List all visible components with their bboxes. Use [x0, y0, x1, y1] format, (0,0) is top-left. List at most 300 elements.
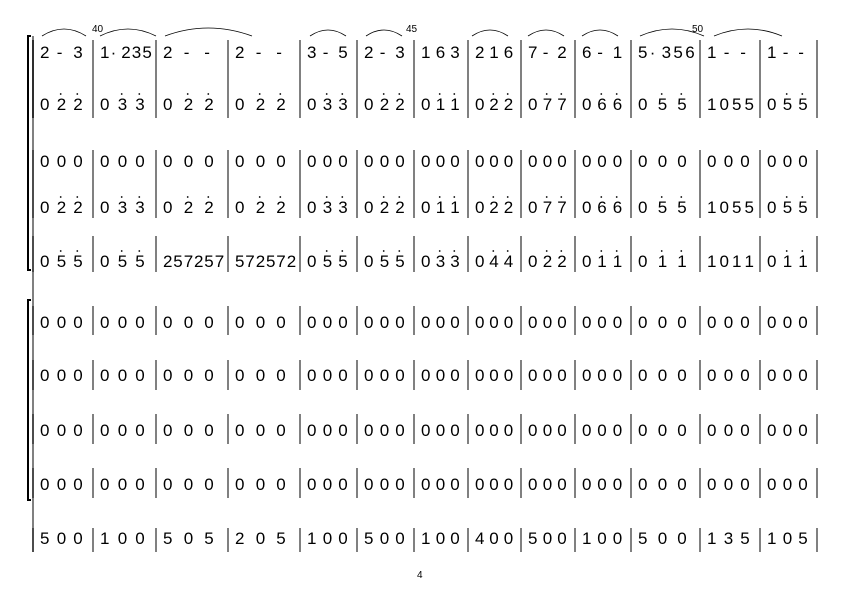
accompaniment-2-note: 5 — [732, 198, 742, 217]
rest-staff-3-note: 0 — [100, 421, 110, 440]
accompaniment-2-note: 2 — [204, 198, 214, 217]
rest-staff-4-note: 0 — [100, 475, 110, 494]
melody-note: - — [255, 43, 262, 62]
accompaniment-3-note: 2 — [163, 252, 173, 271]
staff-layer — [33, 40, 817, 552]
accompaniment-1-note: 3 — [322, 95, 333, 114]
rest-staff-3-note: 0 — [597, 421, 607, 440]
rest-staff-4-note: 0 — [740, 475, 750, 494]
melody-note: 3 — [450, 43, 460, 62]
rest-staff-1-note: 0 — [450, 313, 460, 332]
octave-dot — [398, 196, 400, 198]
rest-staff-4-note: 0 — [204, 475, 214, 494]
octave-dot — [383, 196, 385, 198]
rest-staff-4-note: 0 — [723, 475, 734, 494]
rest-staff-2-note: 0 — [255, 366, 266, 385]
octave-dot — [801, 250, 803, 252]
rest-staff-2-note: 0 — [528, 366, 538, 385]
accompaniment-1-note: 3 — [135, 95, 145, 114]
rest-staff-2-note: 0 — [163, 366, 173, 385]
melody-note: 2 — [557, 43, 567, 62]
rest-staff-1-note: 0 — [657, 313, 668, 332]
melody-note: · — [110, 43, 117, 62]
rest-staff-2-note: 0 — [183, 366, 194, 385]
rest-staff-3-note: 0 — [638, 421, 648, 440]
accompaniment-2-note: 2 — [56, 198, 67, 217]
accompaniment-2-rest: 0 — [163, 152, 173, 171]
rest-staff-2-note: 0 — [338, 366, 348, 385]
melody-note: 5 — [142, 43, 152, 62]
accompaniment-3-note: 5 — [56, 252, 67, 271]
accompaniment-1-note: 2 — [56, 95, 67, 114]
phrase-slur — [42, 29, 86, 36]
accompaniment-2-note: 3 — [117, 198, 128, 217]
melody-note: 1 — [489, 43, 499, 62]
rest-staff-3-note: 0 — [117, 421, 128, 440]
accompaniment-2-rest: 0 — [657, 152, 668, 171]
accompaniment-2-note: 2 — [489, 198, 499, 217]
octave-dot — [76, 196, 78, 198]
octave-dot — [326, 196, 328, 198]
octave-dot — [439, 93, 441, 95]
accompaniment-2-rest: 0 — [723, 152, 734, 171]
rest-staff-4-note: 0 — [395, 475, 405, 494]
phrase-slur — [165, 28, 252, 36]
rest-staff-3-note: 0 — [542, 421, 553, 440]
rest-staff-2-note: 0 — [364, 366, 374, 385]
rest-staff-1-note: 0 — [435, 313, 446, 332]
accompaniment-3-note: 0 — [421, 252, 431, 271]
melody-note: 3 — [307, 43, 317, 62]
octave-dot — [616, 196, 618, 198]
page-number: 4 — [417, 570, 423, 581]
melody-note: - — [798, 43, 804, 62]
melody-note: 1 — [100, 43, 110, 62]
rest-staff-4-note: 0 — [450, 475, 460, 494]
melody-note: 1 — [421, 43, 431, 62]
rest-staff-1-note: 0 — [379, 313, 390, 332]
rest-staff-4-note: 0 — [557, 475, 567, 494]
rest-staff-1-note: 0 — [503, 313, 514, 332]
accompaniment-1-note: 3 — [117, 95, 128, 114]
melody-note: 6 — [685, 43, 695, 62]
rest-staff-3-note: 0 — [435, 421, 446, 440]
rest-staff-1-note: 0 — [364, 313, 374, 332]
octave-dot — [616, 93, 618, 95]
bass-note: 0 — [503, 529, 514, 548]
rest-staff-3-note: 0 — [307, 421, 317, 440]
accompaniment-2-note: 0 — [582, 198, 592, 217]
accompaniment-1-note: 5 — [657, 95, 668, 114]
octave-dot — [60, 196, 62, 198]
octave-dot — [138, 250, 140, 252]
accompaniment-1-note: 0 — [475, 95, 485, 114]
accompaniment-2-rest: 0 — [489, 152, 499, 171]
bass-note: 0 — [657, 529, 668, 548]
bass-note: 0 — [255, 529, 266, 548]
melody-note: · — [649, 43, 656, 62]
rest-staff-2-note: 0 — [100, 366, 110, 385]
phrase-slur — [472, 30, 508, 36]
rest-staff-4-note: 0 — [322, 475, 333, 494]
rest-staff-3-note: 0 — [163, 421, 173, 440]
accompaniment-2-note: 3 — [322, 198, 333, 217]
rest-staff-3-note: 0 — [707, 421, 717, 440]
octave-dot — [207, 196, 209, 198]
accompaniment-2-note: 0 — [475, 198, 485, 217]
accompaniment-2-note: 7 — [542, 198, 553, 217]
octave-dot — [60, 93, 62, 95]
system-bracket-bottom — [28, 300, 31, 500]
accompaniment-1-note: 1 — [707, 95, 717, 114]
accompaniment-2-note: 5 — [782, 198, 793, 217]
accompaniment-2-note: 0 — [421, 198, 431, 217]
melody-note: - — [322, 43, 329, 62]
accompaniment-2-note: 0 — [528, 198, 538, 217]
bass-note: 0 — [135, 529, 145, 548]
accompaniment-1-note: 0 — [719, 95, 729, 114]
rest-staff-2-note: 0 — [435, 366, 446, 385]
melody-note: 6 — [435, 43, 446, 62]
accompaniment-2-rest: 0 — [338, 152, 348, 171]
octave-dot — [680, 196, 682, 198]
octave-dot — [326, 250, 328, 252]
melody-note: 3 — [131, 43, 142, 62]
octave-dot — [786, 93, 788, 95]
bass-note: 0 — [677, 529, 687, 548]
accompaniment-1-note: 0 — [100, 95, 110, 114]
accompaniment-3-note: 0 — [528, 252, 538, 271]
rest-staff-3-note: 0 — [557, 421, 567, 440]
melody-note: - — [597, 43, 603, 62]
rest-staff-4-note: 0 — [657, 475, 668, 494]
rest-staff-2-note: 0 — [475, 366, 485, 385]
rest-staff-2-note: 0 — [740, 366, 750, 385]
octave-dot — [439, 250, 441, 252]
accompaniment-2-rest: 0 — [395, 152, 405, 171]
accompaniment-1-note: 5 — [782, 95, 793, 114]
melody-note: 3 — [395, 43, 405, 62]
accompaniment-1-note: 0 — [767, 95, 777, 114]
rest-staff-2-note: 0 — [117, 366, 128, 385]
octave-dot — [398, 250, 400, 252]
rest-staff-2-note: 0 — [503, 366, 514, 385]
melody-note: 1 — [612, 43, 623, 62]
octave-dot — [492, 250, 494, 252]
octave-dot — [138, 93, 140, 95]
bass-note: 0 — [557, 529, 567, 548]
bass-note: 5 — [528, 529, 538, 548]
accompaniment-2-rest: 0 — [475, 152, 485, 171]
rest-staff-1-note: 0 — [767, 313, 777, 332]
rest-staff-2-note: 0 — [557, 366, 567, 385]
phrase-slur — [714, 29, 782, 36]
bass-note: 1 — [707, 529, 717, 548]
bass-note: 5 — [163, 529, 173, 548]
rest-staff-1-note: 0 — [163, 313, 173, 332]
bass-note: 1 — [100, 529, 110, 548]
melody-note: 2 — [364, 43, 374, 62]
rest-staff-4-note: 0 — [612, 475, 623, 494]
octave-dot — [279, 93, 281, 95]
octave-dot — [546, 93, 548, 95]
bass-note: 0 — [489, 529, 499, 548]
accompaniment-3-note: 0 — [100, 252, 110, 271]
accompaniment-2-rest: 0 — [503, 152, 514, 171]
accompaniment-3-note: 3 — [450, 252, 460, 271]
accompaniment-1-note: 5 — [798, 95, 808, 114]
octave-dot — [560, 93, 562, 95]
accompaniment-3-note: 2 — [194, 252, 204, 271]
rest-staff-1-note: 0 — [475, 313, 485, 332]
accompaniment-1-note: 0 — [364, 95, 374, 114]
rest-staff-3-note: 0 — [235, 421, 245, 440]
rest-staff-3-note: 0 — [723, 421, 734, 440]
rest-staff-1-note: 0 — [307, 313, 317, 332]
octave-dot — [453, 250, 455, 252]
bass-note: 0 — [117, 529, 128, 548]
accompaniment-3-note: 2 — [542, 252, 553, 271]
rest-staff-4-note: 0 — [235, 475, 245, 494]
bass-note: 1 — [582, 529, 592, 548]
accompaniment-2-rest: 0 — [379, 152, 390, 171]
accompaniment-3-note: 0 — [40, 252, 50, 271]
phrase-slur — [100, 29, 156, 36]
octave-dot — [546, 196, 548, 198]
phrase-slur — [366, 30, 402, 36]
rest-staff-2-note: 0 — [723, 366, 734, 385]
bass-note: 3 — [723, 529, 734, 548]
accompaniment-1-note: 0 — [235, 95, 245, 114]
rest-staff-4-note: 0 — [782, 475, 793, 494]
accompaniment-3-note: 7 — [183, 252, 194, 271]
accompaniment-3-note: 1 — [707, 252, 717, 271]
melody-note: 2 — [121, 43, 131, 62]
phrase-slur — [528, 30, 564, 36]
rest-staff-3-note: 0 — [379, 421, 390, 440]
accompaniment-2-rest: 0 — [276, 152, 286, 171]
accompaniment-1-note: 5 — [744, 95, 754, 114]
rest-staff-2-note: 0 — [204, 366, 214, 385]
phrase-slur — [310, 30, 346, 36]
accompaniment-1-note: 2 — [204, 95, 214, 114]
accompaniment-2-note: 3 — [135, 198, 145, 217]
rest-staff-4-note: 0 — [73, 475, 83, 494]
measure-number-45: 45 — [406, 24, 418, 35]
accompaniment-3-note: 5 — [73, 252, 83, 271]
rest-staff-4-note: 0 — [638, 475, 648, 494]
accompaniment-2-note: 0 — [40, 198, 50, 217]
system-bracket-top — [28, 36, 31, 270]
accompaniment-3-note: 2 — [286, 252, 297, 271]
rest-staff-1-note: 0 — [528, 313, 538, 332]
rest-staff-2-note: 0 — [767, 366, 777, 385]
rest-staff-3-note: 0 — [612, 421, 623, 440]
octave-dot — [121, 250, 123, 252]
accompaniment-3-note: 0 — [638, 252, 648, 271]
rest-staff-4-note: 0 — [117, 475, 128, 494]
rest-staff-2-note: 0 — [421, 366, 431, 385]
accompaniment-2-note: 5 — [677, 198, 687, 217]
accompaniment-3-note: 7 — [276, 252, 286, 271]
accompaniment-2-note: 2 — [503, 198, 514, 217]
melody-note: - — [276, 43, 282, 62]
accompaniment-2-note: 0 — [163, 198, 173, 217]
accompaniment-3-note: 5 — [322, 252, 333, 271]
rest-staff-3-note: 0 — [528, 421, 538, 440]
accompaniment-2-rest: 0 — [117, 152, 128, 171]
rest-staff-3-note: 0 — [798, 421, 808, 440]
accompaniment-2-rest: 0 — [767, 152, 777, 171]
octave-dot — [507, 196, 509, 198]
accompaniment-2-note: 0 — [100, 198, 110, 217]
melody-note: - — [183, 43, 190, 62]
accompaniment-1-note: 7 — [557, 95, 567, 114]
accompaniment-2-rest: 0 — [782, 152, 793, 171]
accompaniment-2-note: 0 — [719, 198, 729, 217]
rest-staff-3-note: 0 — [183, 421, 194, 440]
octave-dot — [492, 93, 494, 95]
melody-note: 2 — [475, 43, 485, 62]
accompaniment-1-note: 2 — [183, 95, 194, 114]
accompaniment-3-note: 0 — [719, 252, 729, 271]
accompaniment-2-rest: 0 — [677, 152, 687, 171]
octave-dot — [546, 250, 548, 252]
measure-number-50: 50 — [692, 24, 704, 35]
accompaniment-3-note: 1 — [612, 252, 623, 271]
octave-dot — [786, 196, 788, 198]
accompaniment-2-note: 0 — [235, 198, 245, 217]
octave-dot — [187, 93, 189, 95]
accompaniment-3-note: 0 — [364, 252, 374, 271]
accompaniment-2-rest: 0 — [235, 152, 245, 171]
accompaniment-1-note: 2 — [503, 95, 514, 114]
octave-dot — [326, 93, 328, 95]
octave-dot — [383, 93, 385, 95]
accompaniment-2-rest: 0 — [183, 152, 194, 171]
rest-staff-4-note: 0 — [528, 475, 538, 494]
rest-staff-3-note: 0 — [322, 421, 333, 440]
rest-staff-2-note: 0 — [135, 366, 145, 385]
rest-staff-3-note: 0 — [204, 421, 214, 440]
rest-staff-2-note: 0 — [56, 366, 67, 385]
rest-staff-4-note: 0 — [707, 475, 717, 494]
accompaniment-2-rest: 0 — [135, 152, 145, 171]
rest-staff-4-note: 0 — [255, 475, 266, 494]
melody-note: 2 — [235, 43, 245, 62]
rest-staff-1-note: 0 — [395, 313, 405, 332]
accompaniment-3-note: 5 — [379, 252, 390, 271]
accompaniment-2-rest: 0 — [100, 152, 110, 171]
accompaniment-3-note: 5 — [338, 252, 348, 271]
octave-dot — [341, 93, 343, 95]
bass-note: 2 — [235, 529, 245, 548]
rest-staff-2-note: 0 — [542, 366, 553, 385]
rest-staff-1-note: 0 — [100, 313, 110, 332]
accompaniment-2-rest: 0 — [56, 152, 67, 171]
accompaniment-2-rest: 0 — [364, 152, 374, 171]
melody-note: - — [723, 43, 730, 62]
accompaniment-2-rest: 0 — [435, 152, 446, 171]
accompaniment-3-note: 0 — [307, 252, 317, 271]
accompaniment-2-rest: 0 — [73, 152, 83, 171]
melody-note: 3 — [661, 43, 672, 62]
rest-staff-4-note: 0 — [677, 475, 687, 494]
rest-staff-1-note: 0 — [276, 313, 286, 332]
octave-dot — [600, 250, 602, 252]
octave-dot — [507, 93, 509, 95]
accompaniment-3-note: 1 — [657, 252, 668, 271]
accompaniment-1-note: 2 — [276, 95, 286, 114]
accompaniment-1-note: 2 — [255, 95, 266, 114]
octave-dot — [786, 250, 788, 252]
rest-staff-4-note: 0 — [379, 475, 390, 494]
rest-staff-2-note: 0 — [597, 366, 607, 385]
rest-staff-1-note: 0 — [723, 313, 734, 332]
accompaniment-1-note: 1 — [435, 95, 446, 114]
accompaniment-3-note: 5 — [204, 252, 214, 271]
accompaniment-1-note: 0 — [421, 95, 431, 114]
octave-dot — [60, 250, 62, 252]
rest-staff-3-note: 0 — [395, 421, 405, 440]
rest-staff-1-note: 0 — [255, 313, 266, 332]
bass-note: 5 — [798, 529, 808, 548]
octave-dot — [801, 93, 803, 95]
accompaniment-2-note: 2 — [276, 198, 286, 217]
octave-dot — [398, 93, 400, 95]
octave-dot — [560, 196, 562, 198]
bass-note: 0 — [597, 529, 607, 548]
accompaniment-2-note: 1 — [450, 198, 460, 217]
accompaniment-2-note: 5 — [657, 198, 668, 217]
octave-dot — [187, 196, 189, 198]
octave-dot — [76, 93, 78, 95]
rest-staff-2-note: 0 — [612, 366, 623, 385]
melody-note: - — [379, 43, 386, 62]
rest-staff-2-note: 0 — [798, 366, 808, 385]
accompaniment-2-rest: 0 — [638, 152, 648, 171]
bass-note: 0 — [56, 529, 67, 548]
accompaniment-1-note: 0 — [40, 95, 50, 114]
rest-staff-3-note: 0 — [582, 421, 592, 440]
rest-staff-1-note: 0 — [597, 313, 607, 332]
rest-staff-1-note: 0 — [421, 313, 431, 332]
melody-note: - — [56, 43, 63, 62]
bass-note: 4 — [475, 529, 485, 548]
rest-staff-1-note: 0 — [183, 313, 194, 332]
rest-staff-2-note: 0 — [276, 366, 286, 385]
rest-staff-3-note: 0 — [677, 421, 687, 440]
accompaniment-2-rest: 0 — [597, 152, 607, 171]
bass-note: 5 — [364, 529, 374, 548]
rest-staff-3-note: 0 — [489, 421, 499, 440]
accompaniment-2-note: 0 — [307, 198, 317, 217]
accompaniment-1-note: 2 — [73, 95, 83, 114]
accompaniment-2-rest: 0 — [612, 152, 623, 171]
accompaniment-3-note: 5 — [266, 252, 276, 271]
accompaniment-3-note: 5 — [117, 252, 128, 271]
rest-staff-1-note: 0 — [40, 313, 50, 332]
bass-note: 5 — [40, 529, 50, 548]
rest-staff-4-note: 0 — [435, 475, 446, 494]
accompaniment-2-rest: 0 — [450, 152, 460, 171]
accompaniment-1-note: 0 — [163, 95, 173, 114]
bass-note: 0 — [183, 529, 194, 548]
octave-dot — [600, 196, 602, 198]
rest-staff-2-note: 0 — [489, 366, 499, 385]
melody-note: 6 — [503, 43, 514, 62]
bass-note: 0 — [73, 529, 83, 548]
